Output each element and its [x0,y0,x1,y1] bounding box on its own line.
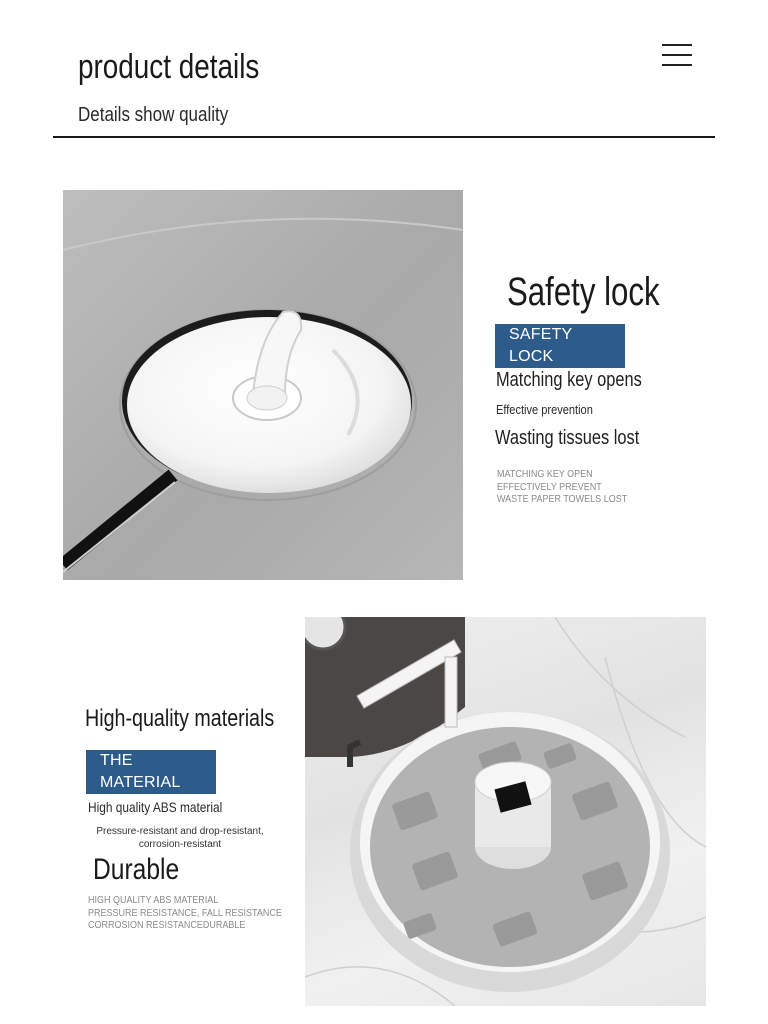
durable-heading: Durable [93,853,180,886]
material-tag: THE MATERIAL [86,750,216,794]
safety-line-1: Matching key opens [496,369,642,391]
material-caption: HIGH QUALITY ABS MATERIAL PRESSURE RESISTANCE, FALL RESISTANCE CORROSION RESISTANCEDURABLE [88,895,282,931]
safety-line-3: Wasting tissues lost [495,427,640,449]
material-photo [305,617,706,1006]
menu-icon[interactable] [662,44,692,66]
material-heading: High-quality materials [85,705,275,732]
page-title: product details [78,48,260,86]
header-divider [53,136,715,138]
material-line-1: High quality ABS material [88,799,223,815]
safety-line-2: Effective prevention [496,402,593,417]
safety-lock-tag: SAFETY LOCK [495,324,625,368]
page-subtitle: Details show quality [78,104,229,126]
safety-caption: MATCHING KEY OPEN EFFECTIVELY PREVENT WASTE PAPER TOWELS LOST [497,469,628,505]
safety-lock-photo [63,190,463,580]
safety-lock-heading: Safety lock [507,270,660,314]
material-line-2: Pressure-resistant and drop-resistant, corrosion-resistant [96,826,264,850]
